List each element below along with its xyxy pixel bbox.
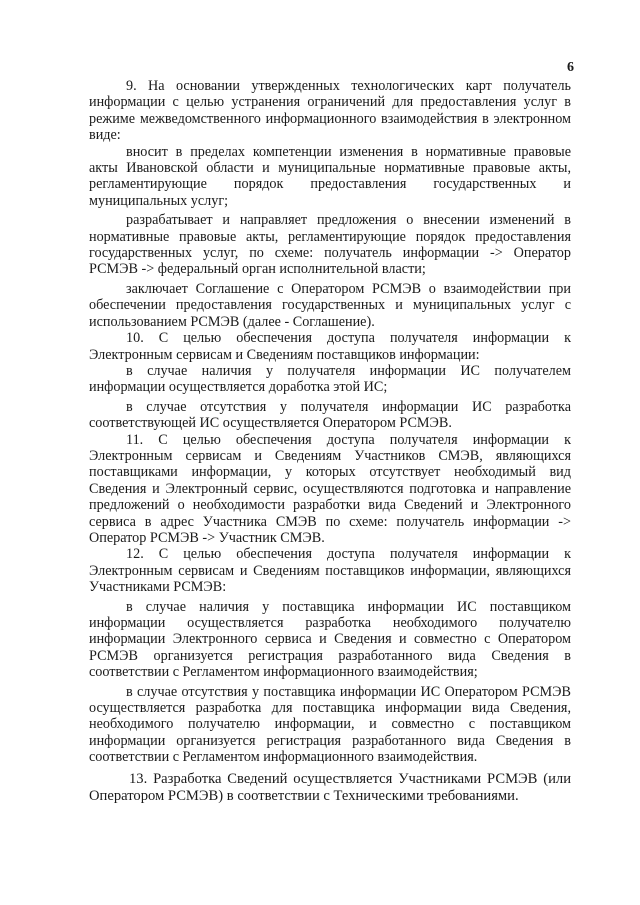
paragraph-13: 13. Разработка Сведений осуществляется Участниками РСМЭВ (или Оператором РСМЭВ) в соответствии с Техническими требованиями.	[89, 770, 571, 805]
paragraph-12-item-1: в случае наличия у поставщика информации ИС поставщиком информации осуществляется разработка необходимого получателю информации Электронного сервиса и Сведения и совместно с Оператором РСМЭВ организуется регистрация разработанного вида Сведения в соответствии с Регламентом информационного взаимодействия;	[89, 598, 571, 681]
paragraph-12-item-2: в случае отсутствия у поставщика информации ИС Оператором РСМЭВ осуществляется разработка для поставщика информации вида Сведения, необходимого получателю информации, и совместно с поставщиком информации организуется регистрация разработанного вида Сведения в соответствии с Регламентом информационного взаимодействия.	[89, 683, 571, 766]
paragraph-10-intro: 10. С целью обеспечения доступа получателя информации к Электронным сервисам и Сведениям поставщиков информации:	[89, 330, 571, 363]
page-number: 6	[567, 60, 574, 75]
paragraph-11: 11. С целью обеспечения доступа получателя информации к Электронным сервисам и Сведениям Участников СМЭВ, являющихся поставщиками информации, у которых отсутствует необходимый вид Сведения и Электронный сервис, осуществляются подготовка и направление предложений о необходимости разработки вида Сведений и Электронного сервиса в адрес Участника СМЭВ по схеме: получатель информации -> Оператор РСМЭВ -> Участник СМЭВ.	[89, 431, 571, 546]
paragraph-9-item-2: разрабатывает и направляет предложения о внесении изменений в нормативные правовые акты, регламентирующие порядок предоставления государственных услуг, по схеме: получатель информации -> Оператор РСМЭВ -> федеральный орган исполнительной власти;	[89, 212, 571, 278]
paragraph-9-item-1: вносит в пределах компетенции изменения в нормативные правовые акты Ивановской области и муниципальные нормативные правовые акты, регламентирующие порядок предоставления государственных и муниципальных услуг;	[89, 143, 571, 209]
paragraph-12-intro: 12. С целью обеспечения доступа получателя информации к Электронным сервисам и Сведениям поставщиков информации, являющихся Участниками РСМЭВ:	[89, 546, 571, 596]
paragraph-9-item-3: заключает Соглашение с Оператором РСМЭВ о взаимодействии при обеспечении предоставления государственных и муниципальных услуг с использованием РСМЭВ (далее - Соглашение).	[89, 280, 571, 330]
paragraph-10-item-2: в случае отсутствия у получателя информации ИС разработка соответствующей ИС осуществляется Оператором РСМЭВ.	[89, 398, 571, 432]
paragraph-10-item-1: в случае наличия у получателя информации ИС получателем информации осуществляется доработка этой ИС;	[89, 362, 571, 396]
paragraph-9-intro: 9. На основании утвержденных технологических карт получатель информации с целью устранения ограничений для предоставления услуг в режиме межведомственного информационного взаимодействия в электронном виде:	[89, 78, 571, 144]
document-body	[89, 78, 571, 806]
